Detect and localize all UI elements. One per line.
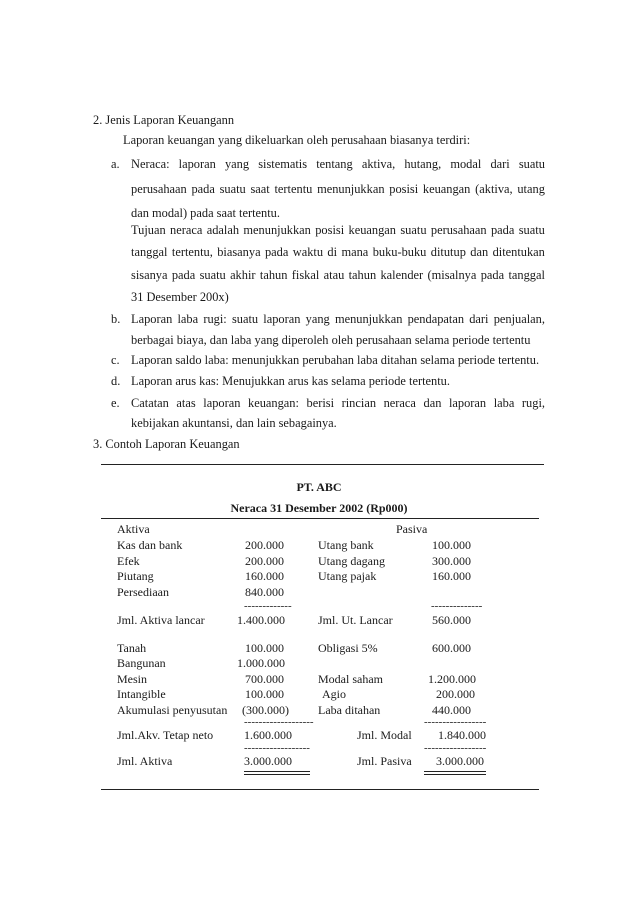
word: fiskal (291, 268, 320, 282)
word: suatu (199, 268, 226, 282)
word: dari (469, 312, 489, 326)
aktiva-label: Persediaan (117, 585, 169, 599)
word: perusahaan (131, 182, 187, 196)
word: laba (177, 312, 199, 326)
item-b-line-1 (131, 312, 545, 326)
word: yang (305, 312, 330, 326)
subtotal-dash-left: ------------- (244, 600, 292, 612)
item-a-line-3: dan modal) pada saat tertentu. (131, 206, 280, 220)
word: dan (470, 245, 489, 259)
word: atas (176, 396, 196, 410)
word: tentang (316, 157, 353, 171)
pasiva-value: 160.000 (432, 569, 471, 583)
word: rugi: (203, 312, 227, 326)
subtotal-dash-right: ----------------- (424, 716, 487, 728)
aktiva-value: 200.000 (245, 554, 284, 568)
word: atau (323, 268, 345, 282)
aktiva-value: 100.000 (245, 641, 284, 655)
aktiva-value: 1.400.000 (237, 613, 285, 627)
item-a-line-5 (131, 245, 545, 259)
pasiva-value: 1.200.000 (428, 672, 476, 686)
word: buku-buku (372, 245, 427, 259)
word: tertentu, (171, 245, 213, 259)
word: menunjukkan (243, 223, 311, 237)
list-marker-e: e. (111, 396, 120, 410)
word: posisi (315, 223, 345, 237)
pasiva-value: 560.000 (432, 613, 471, 627)
word: pada (171, 268, 196, 282)
subtotal-dash-left: ------------------- (244, 716, 314, 728)
word: ditentukan (492, 245, 545, 259)
subtotal-dash-right: -------------- (431, 600, 483, 612)
aktiva-value: (300.000) (242, 703, 289, 717)
word: laba (493, 396, 515, 410)
pasiva-value: 3.000.000 (436, 754, 484, 768)
pasiva-label: Jml. Ut. Lancar (318, 613, 393, 627)
item-a-line-6 (131, 268, 545, 282)
word: suatu (400, 223, 427, 237)
aktiva-value: 100.000 (245, 687, 284, 701)
word: mana (341, 245, 369, 259)
word: laporan (178, 157, 216, 171)
word: Tujuan (131, 223, 166, 237)
pasiva-label: Utang bank (318, 538, 374, 552)
word: keuangan (348, 223, 396, 237)
word: menunjukkan (317, 182, 385, 196)
word: dan (423, 396, 442, 410)
word: aktiva, (361, 157, 396, 171)
section-2-intro: Laporan keuangan yang dikeluarkan oleh perusahaan biasanya terdiri: (123, 133, 471, 147)
word: kalender (380, 268, 424, 282)
list-marker-a: a. (111, 157, 120, 171)
word: Neraca: (131, 157, 170, 171)
word: penjualan, (493, 312, 545, 326)
aktiva-value: 3.000.000 (244, 754, 292, 768)
pasiva-label: Jml. Modal (357, 728, 412, 742)
aktiva-label: Piutang (117, 569, 154, 583)
word: modal (450, 157, 482, 171)
word: tanggal (131, 245, 168, 259)
word: ditutup (430, 245, 466, 259)
list-marker-c: c. (111, 353, 120, 367)
word: (misalnya (427, 268, 477, 282)
item-c-text: Laporan saldo laba: menunjukkan perubahan laba ditahan selama periode tertentu. (131, 353, 540, 367)
word: tertentu (274, 182, 313, 196)
total-double-rule-left (244, 771, 310, 772)
pasiva-label: Utang dagang (318, 554, 385, 568)
item-a-line-7: 31 Desember 200x) (131, 290, 229, 304)
word: menunjukkan (334, 312, 403, 326)
section-2-heading: 2. Jenis Laporan Keuangann (93, 113, 235, 127)
word: pendapatan (407, 312, 465, 326)
word: adalah (206, 223, 240, 237)
word: berisi (306, 396, 335, 410)
total-double-rule-right (424, 771, 486, 772)
word: utang (517, 182, 545, 196)
word: akhir (230, 268, 256, 282)
aktiva-value: 1.600.000 (244, 728, 292, 742)
aktiva-value: 840.000 (245, 585, 284, 599)
aktiva-label: Efek (117, 554, 140, 568)
word: rincian (341, 396, 377, 410)
word: keuangan (422, 182, 471, 196)
balance-sheet-title: Neraca 31 Desember 2002 (Rp000) (230, 501, 408, 515)
pasiva-label: Utang pajak (318, 569, 377, 583)
word: Catatan (131, 396, 169, 410)
word: tahun (259, 268, 288, 282)
total-double-rule-left (244, 774, 310, 775)
word: posisi (389, 182, 419, 196)
aktiva-label: Jml.Akv. Tetap neto (117, 728, 214, 742)
word: neraca (170, 223, 203, 237)
word: yang (224, 157, 250, 171)
aktiva-value: 700.000 (245, 672, 284, 686)
list-marker-b: b. (111, 312, 121, 326)
company-title: PT. ABC (296, 480, 342, 494)
aktiva-label: Jml. Aktiva (117, 754, 173, 768)
pasiva-header: Pasiva (396, 522, 428, 536)
section-3-heading: 3. Contoh Laporan Keuangan (93, 437, 240, 451)
word: suatu (518, 157, 545, 171)
table-bottom-rule (101, 789, 539, 790)
item-b-line-2: berbagai biaya, dan laba yang diperoleh oleh perusahaan selama periode tertentu (131, 333, 531, 347)
word: tahun (348, 268, 377, 282)
item-d-text: Laporan arus kas: Menujukkan arus kas selama periode tertentu. (131, 374, 450, 388)
total-double-rule-right (424, 774, 486, 775)
word: laporan (263, 312, 301, 326)
pasiva-label: Laba ditahan (318, 703, 381, 717)
aktiva-label: Akumulasi penyusutan (117, 703, 228, 717)
aktiva-label: Tanah (117, 641, 147, 655)
word: rugi, (521, 396, 545, 410)
word: laporan (203, 396, 241, 410)
subtotal-dash-right: ----------------- (424, 742, 487, 754)
word: suatu (518, 223, 545, 237)
word: di (327, 245, 338, 259)
pasiva-label: Obligasi 5% (318, 641, 378, 655)
word: sisanya (131, 268, 168, 282)
word: laporan (448, 396, 487, 410)
word: Laporan (131, 312, 173, 326)
pasiva-value: 200.000 (436, 687, 475, 701)
aktiva-value: 200.000 (245, 538, 284, 552)
aktiva-label: Kas dan bank (117, 538, 183, 552)
word: hutang, (404, 157, 442, 171)
word: biasanya (217, 245, 261, 259)
aktiva-value: 160.000 (245, 569, 284, 583)
word: keuangan: (248, 396, 299, 410)
word: neraca (383, 396, 416, 410)
table-top-rule (101, 464, 544, 465)
aktiva-label: Intangible (117, 687, 166, 701)
pasiva-value: 1.840.000 (438, 728, 486, 742)
word: suatu (219, 182, 246, 196)
item-e-line-1 (131, 396, 545, 410)
word: pada (264, 245, 289, 259)
aktiva-label: Mesin (117, 672, 147, 686)
word: perusahaan (430, 223, 487, 237)
word: saat (250, 182, 270, 196)
item-a-line-2 (131, 182, 545, 196)
item-a-line-4 (131, 223, 545, 237)
word: waktu (292, 245, 324, 259)
list-marker-d: d. (111, 374, 121, 388)
word: (aktiva, (475, 182, 513, 196)
pasiva-label: Jml. Pasiva (357, 754, 412, 768)
aktiva-label: Jml. Aktiva lancar (117, 613, 205, 627)
pasiva-label: Modal saham (318, 672, 383, 686)
aktiva-label: Bangunan (117, 656, 166, 670)
aktiva-header: Aktiva (117, 522, 150, 536)
item-e-line-2: kebijakan akuntansi, dan lain sebagainya. (131, 416, 337, 430)
subtotal-dash-left: ------------------ (244, 742, 310, 754)
pasiva-value: 600.000 (432, 641, 471, 655)
word: dari (490, 157, 510, 171)
table-header-rule (101, 518, 539, 519)
pasiva-value: 100.000 (432, 538, 471, 552)
word: tanggal (508, 268, 545, 282)
word: pada (191, 182, 215, 196)
aktiva-value: 1.000.000 (237, 656, 285, 670)
item-a-line-1 (131, 157, 545, 171)
word: suatu (231, 312, 259, 326)
word: sistematis (258, 157, 308, 171)
word: pada (480, 268, 505, 282)
pasiva-label: Agio (322, 687, 346, 701)
pasiva-value: 440.000 (432, 703, 471, 717)
word: pada (490, 223, 515, 237)
pasiva-value: 300.000 (432, 554, 471, 568)
